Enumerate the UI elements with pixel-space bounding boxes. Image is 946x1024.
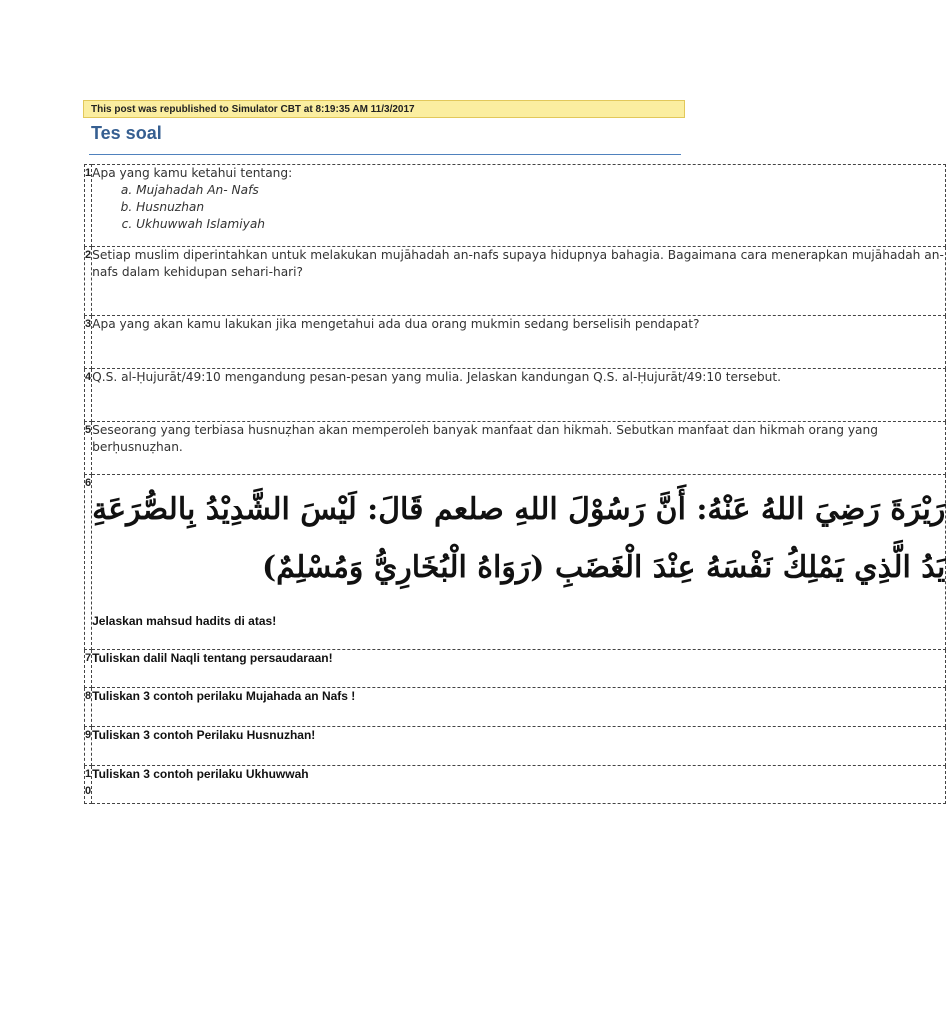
question-text: Seseorang yang terbiasa husnuẓhan akan memperoleh banyak manfaat dan hikmah. Sebutkan manfaat dan hikmah orang yang berḥusnuẓhan.: [92, 422, 946, 475]
option-list: [92, 182, 945, 233]
page-title: Tes soal: [91, 123, 162, 143]
question-text: Tuliskan 3 contoh perilaku Ukhuwwah: [92, 766, 946, 804]
table-row: [85, 422, 946, 475]
question-number: 7: [85, 650, 92, 688]
table-row: [85, 247, 946, 316]
question-number: 1: [85, 165, 92, 247]
question-number: 9: [85, 727, 92, 766]
question-prompt: Jelaskan mahsud hadits di atas!: [92, 614, 277, 628]
option-item: a. Mujahadah An- Nafs: [136, 182, 945, 199]
question-number-digit: 0: [85, 785, 92, 797]
question-text: [92, 475, 946, 650]
question-text: Tuliskan 3 contoh Perilaku Husnuzhan!: [92, 727, 946, 766]
question-number-digit: 1: [85, 768, 92, 780]
question-prompt: Apa yang kamu ketahui tentang:: [92, 166, 293, 180]
question-number: 5: [85, 422, 92, 475]
title-underline: [89, 154, 681, 155]
question-number: 2: [85, 247, 92, 316]
question-text: Apa yang akan kamu lakukan jika mengetahui ada dua orang mukmin sedang berselisih pendapat?: [92, 316, 946, 369]
question-number: [85, 766, 92, 804]
table-row: [85, 165, 946, 247]
question-text: [92, 165, 946, 247]
option-item: c. Ukhuwwah Islamiyah: [136, 216, 945, 233]
hadith-line-2: يَدُ الَّذِي يَمْلِكُ نَفْسَهُ عِنْدَ الْغَضَبِ (رَوَاهُ الْبُخَارِيُّ وَمُسْلِمٌ): [261, 550, 946, 585]
table-row: [85, 650, 946, 688]
question-number: 8: [85, 688, 92, 727]
hadith-image: [92, 475, 945, 613]
table-row: [85, 316, 946, 369]
question-number: 6: [85, 475, 92, 650]
table-row: [85, 727, 946, 766]
table-row: [85, 766, 946, 804]
table-row: [85, 369, 946, 422]
table-row: [85, 475, 946, 650]
question-text: Tuliskan 3 contoh perilaku Mujahada an Nafs !: [92, 688, 946, 727]
question-number: 3: [85, 316, 92, 369]
table-row: [85, 688, 946, 727]
hadith-line-1: رَيْرَةَ رَضِيَ اللهُ عَنْهُ: أَنَّ رَسُوْلَ اللهِ صلعم قَالَ: لَيْسَ الشَّدِيْدُ بِالصُّرَعَةِ: [92, 492, 946, 527]
question-text: Tuliskan dalil Naqli tentang persaudaraan!: [92, 650, 946, 688]
question-number: 4: [85, 369, 92, 422]
question-table: [84, 164, 946, 804]
republish-banner: This post was republished to Simulator CBT at 8:19:35 AM 11/3/2017: [83, 100, 685, 118]
question-text: Setiap muslim diperintahkan untuk melakukan mujāhadah an-nafs supaya hidupnya bahagia. Bagaimana cara menerapkan mujāhadah an-nafs dalam kehidupan sehari-hari?: [92, 247, 946, 316]
question-text: Q.S. al-Ḥujurāt/49:10 mengandung pesan-pesan yang mulia. Jelaskan kandungan Q.S. al-Ḥujurāt/49:10 tersebut.: [92, 369, 946, 422]
option-item: b. Husnuzhan: [136, 199, 945, 216]
